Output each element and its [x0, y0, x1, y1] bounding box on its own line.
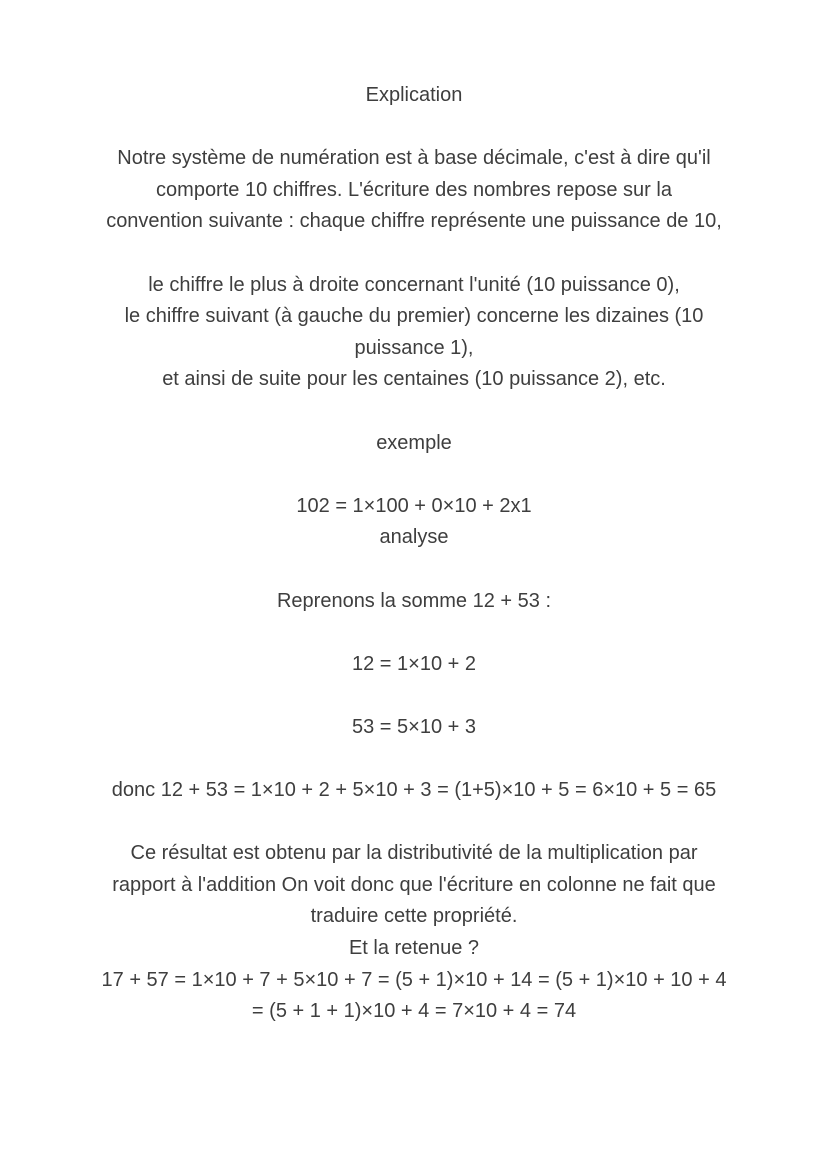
intro-paragraph-line-3: convention suivante : chaque chiffre représente une puissance de 10, — [106, 210, 722, 233]
equation-53 — [30, 712, 798, 744]
conclusion-paragraph-line-4: Et la retenue ? — [348, 937, 480, 960]
equation-12-line-1: 12 = 1×10 + 2 — [351, 652, 476, 675]
example-equation-line-1: 102 = 1×100 + 0×10 + 2x1 — [296, 494, 532, 517]
digit-positions-paragraph-line-1: le chiffre le plus à droite concernant l'unité (10 puissance 0), — [148, 273, 680, 296]
equation-donc — [30, 775, 798, 807]
digit-positions-paragraph-line-2: le chiffre suivant (à gauche du premier) concerne les dizaines (10 — [124, 305, 704, 328]
conclusion-paragraph-line-6: = (5 + 1 + 1)×10 + 4 = 7×10 + 4 = 74 — [251, 1000, 577, 1023]
equation-53-line-1: 53 = 5×10 + 3 — [351, 715, 476, 738]
document-content — [30, 80, 798, 1028]
conclusion-paragraph-line-3: traduire cette propriété. — [310, 905, 518, 928]
conclusion-paragraph — [30, 838, 798, 1028]
example-equation — [30, 491, 798, 554]
digit-positions-paragraph-line-4: et ainsi de suite pour les centaines (10 puissance 2), etc. — [162, 368, 666, 391]
conclusion-paragraph-line-5: 17 + 57 = 1×10 + 7 + 5×10 + 7 = (5 + 1)×10 + 14 = (5 + 1)×10 + 10 + 4 — [101, 968, 727, 991]
conclusion-paragraph-line-2: rapport à l'addition On voit donc que l'écriture en colonne ne fait que — [112, 873, 716, 896]
title — [30, 80, 798, 112]
example-equation-line-2: analyse — [379, 526, 449, 549]
sum-intro — [30, 586, 798, 618]
intro-paragraph — [30, 143, 798, 238]
equation-donc-line-1: donc 12 + 53 = 1×10 + 2 + 5×10 + 3 = (1+5)×10 + 5 = 6×10 + 5 = 65 — [111, 779, 717, 802]
conclusion-paragraph-line-1: Ce résultat est obtenu par la distributivité de la multiplication par — [130, 842, 698, 865]
example-label-line-1: exemple — [376, 431, 452, 454]
title-line-1: Explication — [365, 84, 463, 106]
equation-12 — [30, 649, 798, 681]
intro-paragraph-line-2: comporte 10 chiffres. L'écriture des nombres repose sur la — [156, 178, 672, 201]
sum-intro-line-1: Reprenons la somme 12 + 53 : — [276, 589, 552, 612]
digit-positions-paragraph — [30, 270, 798, 396]
example-label — [30, 428, 798, 460]
digit-positions-paragraph-line-3: puissance 1), — [354, 336, 474, 359]
intro-paragraph-line-1: Notre système de numération est à base décimale, c'est à dire qu'il — [117, 147, 711, 170]
